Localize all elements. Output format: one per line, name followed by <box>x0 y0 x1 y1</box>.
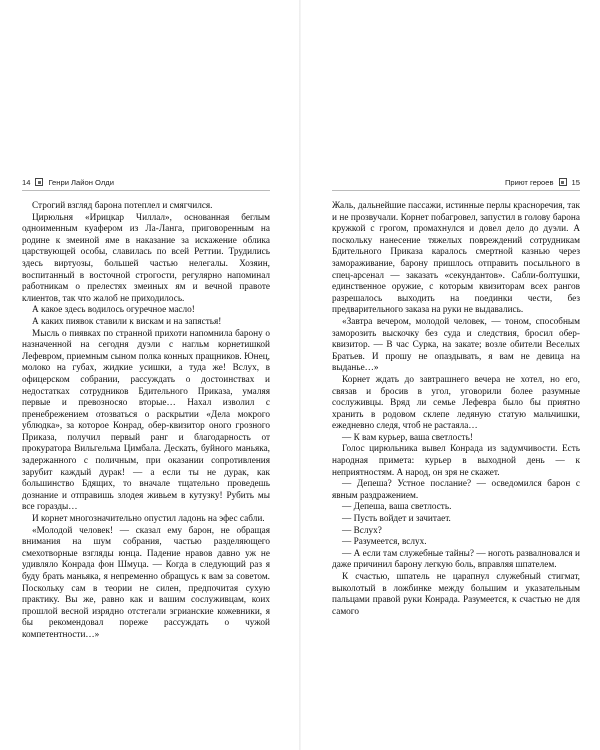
paragraph: К счастью, шпатель не царапнул служебный стигмат, выколотый в ложбинке между большим и указательным пальцами правой руки Конрада. Разумеется, к счастью не для самого <box>332 572 580 617</box>
paragraph: — Вслух? <box>342 525 382 536</box>
right-page <box>332 176 580 618</box>
paragraph: Цирюльня «Ирицкар Чиллал», основанная беглым одноименным куафером из Ла-Ланга, приговоренным на родине к змеиной яме в наказание за искажение облика царствующей особы, славилась по всей Реттии. Трудились здесь виртуозы, большей частью нелегалы. Хозяин, воспитанный в восточной строгости, регулярно напоминал работникам о прелестях змеиных ям и вечной правоте клиентов, так что жалоб не приходилось. <box>22 212 270 304</box>
running-head-author: Генри Лайон Олди <box>48 177 114 187</box>
paragraph: — Депеша, ваша светлость. <box>342 502 452 513</box>
paragraph: И корнет многозначительно опустил ладонь на эфес сабли. <box>32 514 265 525</box>
paragraph: — Пусть войдет и зачитает. <box>342 514 451 525</box>
paragraph: «Завтра вечером, молодой человек, — тоном, способным заморозить выскочку без суда и следствия, бросил обер-квизитор. — В час Сурка, на закате; возле обители Веселых Братьев. И прошу не опаздывать, я вам не девица на выданье…» <box>332 316 580 374</box>
paragraph: Жаль, дальнейшие пассажи, истинные перлы красноречия, так и не прозвучали. Корнет побагровел, запустил в голову барона кружкой с грогом, промахнулся и довел дело до дуэли. А поскольку нанесение тяжелых повреждений сотрудникам Бдительного Приказа каралось смертной казнью через замораживание, барону пришлось отправить посыльного в спец-арсенал — заказать «секундантов». Сабли-болтушки, единственное оружие, с которым квизиторам всех рангов разрешалось выходить на поединки чести, без предварительного заказа на руки не выдавались. <box>332 201 580 316</box>
ornament-icon <box>559 178 567 186</box>
paragraph: Строгий взгляд барона потеплел и смягчился. <box>32 201 213 211</box>
paragraph: — Разумеется, вслух. <box>342 537 427 548</box>
paragraph: Мысль о пиявках по странной прихоти напомнила барону о назначенной на сегодня дуэли с нагльм корнетишкой Лефевром, приемным сыном полка конных пращников. Юнец, молоко на губах, жидкие усишки, а туда же! Вслух, в офицерском собрании, рассуждать о достоинствах и недостатках сотрудников Бдительного Приказа, умаляя первые и превозносяо вторые… Нахал изволил с пренебрежением отозваться о раскрытии «Дела мокрого ублюдка», за которое Конрад, обер-квизитор оного грозного Приказа, получил первый ранг и благодарность от прокуратора Вильгельма Цимбала. Дескать, буйного маньяка, задержанного с поличным, при оказании сопротивления зарубит каждый дурак! — а если ты не дурак, как большинство Бдящих, то вначале тщательно проведешь дознание и отправишь злодея живьем в кутузку! Рубить мы все горазды… <box>22 328 270 513</box>
running-header-right <box>332 176 580 191</box>
book-gutter <box>299 0 301 750</box>
paragraph: А какое здесь водилось огуречное масло! <box>32 305 195 316</box>
paragraph: А каких пиявок ставили к вискам и на запястья! <box>32 316 222 327</box>
paragraph: — Депеша? Устное послание? — осведомился барон с явным раздражением. <box>332 479 580 501</box>
paragraph: — К вам курьер, ваша светлость! <box>342 432 473 443</box>
paragraph: Голос цирюльника вывел Конрада из задумчивости. Есть народная примета: курьер в выходной день — к неприятностям. А народ, он зря не скажет. <box>332 444 580 478</box>
page-number-left: 14 <box>22 177 31 187</box>
ornament-icon <box>35 178 43 186</box>
paragraph: «Молодой человек! — сказал ему барон, не обращая внимания на шум собрания, частью разделяющего смехотворные взгляды юнца. Падение нравов давно уж не удивляло Конрада фон Шмуца. — Когда в следующий раз я буду брать маньяка, я непременно обращусь к вам за советом. Поскольку сам в теории не силен, предпочитая сухую практику. Вы же, равно как и вашим сослуживцам, коих прошлой весной изрядно отстегали эгрианские кожевники, я бы рекомендовал пореже рассуждать о чужой компетентности…» <box>22 525 270 640</box>
right-page-text <box>332 201 580 618</box>
left-page-text <box>22 201 270 642</box>
page-number-right: 15 <box>571 177 580 187</box>
running-header-left <box>22 176 270 191</box>
paragraph: Корнет ждать до завтрашнего вечера не хотел, но его, связав и бросив в угол, уговорили более разумные сослуживцы. Вряд ли семье Лефевра было бы приятно хранить в родовом склепе ледяную статую мальчишки, ежедневно следя, чтоб не растаяла… <box>332 374 580 432</box>
left-page <box>22 176 270 642</box>
running-head-title: Приют героев <box>504 177 554 187</box>
paragraph: — А если там служебные тайны? — ноготь развалновался и даже причинил барону легкую боль, вправляя шпателем. <box>332 548 580 571</box>
